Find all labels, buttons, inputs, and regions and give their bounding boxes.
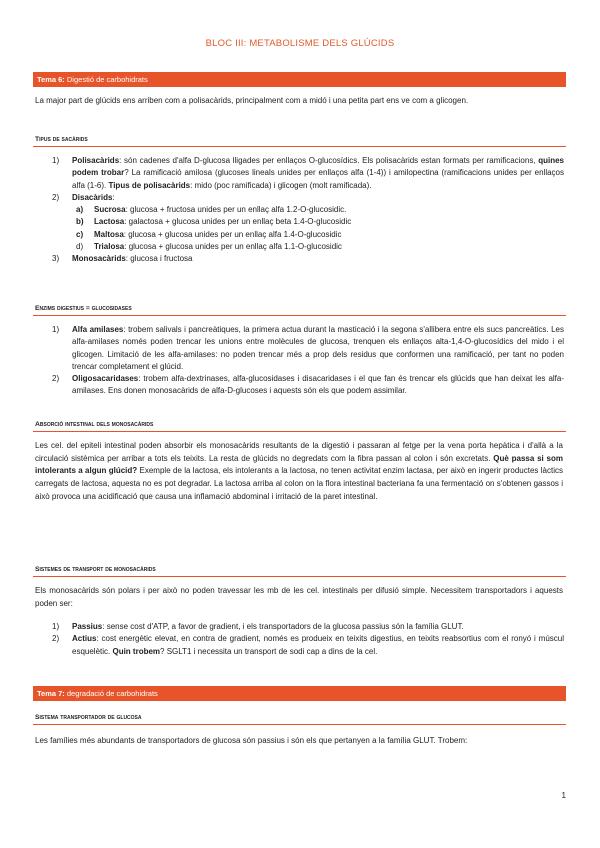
sublist-item (52, 204, 564, 216)
sublist-item (52, 229, 564, 241)
sub-letter: c) (76, 229, 84, 239)
list-item (52, 621, 564, 633)
sub-text: : glucosa + fructosa unides per un enllaç alfa 1.2-O-glucosidic. (125, 205, 347, 215)
sistemes-heading: Sistemes de transport de monosacàrids (33, 566, 566, 577)
item-term: Oligosacaridases (72, 374, 139, 384)
item-text: : sense cost d'ATP, a favor de gradient, i els transportadors de la glucosa passius són la família GLUT. (102, 622, 464, 631)
item-text: : trobem alfa-dextrinases, alfa-glucosidases i disacaridases i el que fan és trencar els glúcids que han deixat les alfa-amilases. Ens donen monosacàrids de alfa-D-glucoses i aquests són els que podem assimilar. (72, 374, 564, 396)
para-text: Les cel. del epiteli intestinal poden absorbir els monosacàrids resultants de la digestió i passaran al fetge per la vena porta hepàtica i d'allà a la circulació sistèmica per arribar a tots els teixits. La resta de glúcids no degredats com la fibra passan al colon i són excretats. (35, 441, 563, 463)
list-item (52, 192, 564, 204)
absorcio-paragraph (35, 440, 563, 504)
sub-term: Trialosa (94, 242, 125, 252)
sistemes-list (52, 621, 564, 658)
item-number: 2) (52, 634, 60, 644)
item-text: ? La ramificació amilosa (glucoses lineals unides per enllaços alfa (1-4)) i amilopectina (ramificacions unides per enllaços alfa (1-6). (72, 168, 565, 190)
item-number: 1) (52, 325, 60, 334)
tema6-label: Tema 6: (37, 75, 65, 84)
sub-text: : galactosa + glucosa unides per un enllaç beta 1.4-O-glucosidic (124, 217, 352, 227)
item-question: quines podem trobar (72, 156, 564, 178)
item-number: 2) (52, 192, 60, 202)
item-number: 3) (52, 254, 60, 264)
list-item (52, 253, 564, 265)
tema7-header-bar (33, 686, 566, 701)
sublist-item (52, 241, 564, 253)
sub-term: Lactosa (94, 217, 125, 227)
item-text: : glucosa i fructosa (125, 254, 193, 264)
sub-text: : glucosa + glucosa unides per un enllaç alfa 1.4-O-glucosidic (123, 229, 342, 239)
sub-letter: d) (76, 242, 84, 252)
tipus-heading: Tipus de sacàrids (33, 136, 566, 147)
sistemes-intro: Els monosacàrids són polars i per això no poden travessar les mb de les cel. intestinals per difusió simple. Necessitem transportadors i aquests poden ser: (35, 586, 563, 608)
item-term: Tipus de polisacàrids (108, 180, 191, 190)
item-text: : cost energètic elevat, en contra de gradient, només es produeix en teixits digestius, en teixits reabsortius com el ronyó i múscul esquelètic. (72, 634, 564, 656)
item-term: Alfa amilases (72, 325, 124, 334)
para-question: Què passa si som intolerants a algun glúcid? (35, 453, 563, 476)
item-term: Polisacàrids (72, 156, 120, 165)
item-term: Actius (72, 634, 97, 644)
item-number: 1) (52, 622, 60, 631)
item-question: Quin trobem (112, 646, 161, 656)
tema6-title: Digestió de carbohidrats (66, 75, 148, 84)
list-item (52, 155, 564, 192)
item-term: Disacàrids (72, 192, 113, 202)
item-term: Monosacàrids (72, 254, 126, 264)
enzims-heading: Enzims digestius = glucosidases (33, 305, 566, 316)
list-item (52, 324, 564, 373)
item-number: 2) (52, 374, 60, 384)
document-title: BLOC III: METABOLISME DELS GLÚCIDS (205, 38, 395, 49)
intro-paragraph: La major part de glúcids ens arriben com a polisacàrids, principalment com a midó i una petita part ens ve com a glicogen. (35, 96, 469, 105)
para-text: Exemple de la lactosa, els intolerants a la lactosa, no tenen activitat enzim lactasa, per això en ingerir productes làctics carregats de lactosa, aquesta no es pot degradar. La lactosa arriba al colon on la flora intestinal bacteriana fa una fermentació on s'obtenen gassos i això provoca una acidificació que causa una inflamació abdominal i irritació de la paret intestinal. (35, 466, 563, 501)
tema7-title: degradació de carbohidrats (66, 689, 158, 698)
tipus-list (52, 155, 564, 266)
sublist-item (52, 216, 564, 228)
sub-term: Sucrosa (94, 205, 126, 215)
sub-letter: b) (76, 217, 84, 227)
sub-text: : glucosa + glucosa unides per un enllaç alfa 1.1-O-glucosidic (124, 242, 342, 252)
tema7-label: Tema 7: (37, 689, 65, 698)
page-number: 1 (561, 791, 566, 800)
list-item (52, 633, 564, 658)
sistema-paragraph: Les famílies més abundants de transportadors de glucosa són passius i són els que pertanyen a la família GLUT. Trobem: (35, 736, 468, 745)
item-number: 1) (52, 156, 60, 165)
item-term: Passius (72, 622, 103, 631)
list-item (52, 373, 564, 398)
enzims-list (52, 324, 564, 398)
sistema-heading: Sistema transportador de glucosa (33, 714, 566, 725)
item-text: : són cadenes d'alfa D-glucosa lligades per enllaços O-glucosídics. Els polisacàrids estan formats per ramificacions, (119, 156, 539, 165)
item-text: ? SGLT1 i necessita un transport de sodi cap a dins de la cel. (160, 646, 378, 656)
sub-term: Maltosa (94, 229, 124, 239)
item-text: : trobem salivals i pancreàtiques, la primera actua durant la masticació i la segona s'allibera entre els sucs pancreàtics. Les alfa-amilases només poden trencar les unions entre molècules de glucosa, trenquen els enllaços alta-1,4-O-glucosídics del mido i el glicogen. Limitació de les alfa-amilases: no poden trencar més a prop dels residus que conformen una ramificació, per tant no poden trencar completament el glúcid. (72, 325, 565, 371)
item-text: : (112, 192, 115, 202)
sub-letter: a) (76, 205, 84, 215)
tema6-header-bar (33, 72, 566, 87)
item-text: : mido (poc ramificada) i glicogen (molt ramificada). (190, 180, 372, 190)
absorcio-heading: Absorció intestinal dels monosacàrids (33, 421, 566, 432)
